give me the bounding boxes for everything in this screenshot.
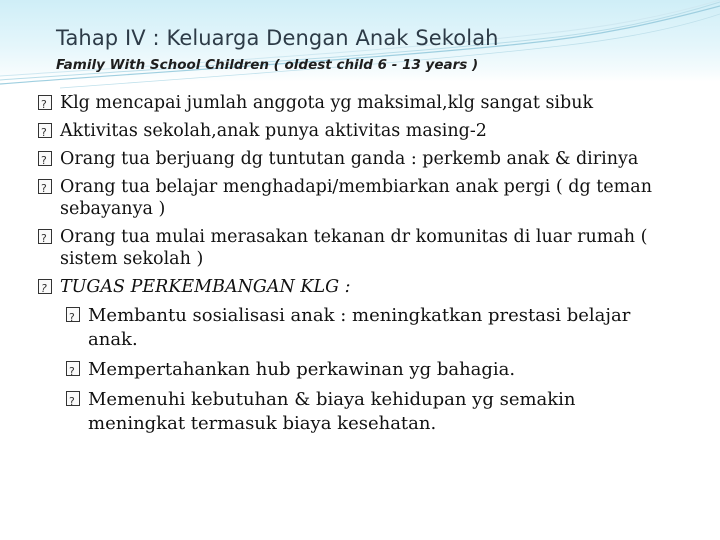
slide-content — [38, 92, 678, 442]
missing-glyph-bullet-icon — [66, 361, 80, 376]
missing-glyph-bullet-icon — [66, 307, 80, 322]
slide-title: Tahap IV : Keluarga Dengan Anak Sekolah — [56, 26, 499, 50]
missing-glyph-bullet-icon — [38, 229, 52, 244]
bullet-text: Orang tua belajar menghadapi/membiarkan anak pergi ( dg teman sebayanya ) — [60, 177, 652, 219]
bullet-text: Aktivitas sekolah,anak punya aktivitas masing-2 — [60, 121, 487, 141]
bullet-item — [38, 226, 678, 270]
bullet-text: Orang tua mulai merasakan tekanan dr komunitas di luar rumah ( sistem sekolah ) — [60, 227, 648, 269]
sub-bullet-text: Membantu sosialisasi anak : meningkatkan prestasi belajar anak. — [88, 305, 631, 350]
missing-glyph-bullet-icon — [38, 151, 52, 166]
sub-bullet-text: Mempertahankan hub perkawinan yg bahagia. — [88, 359, 516, 380]
sub-bullet-list — [66, 304, 678, 436]
bullet-text: Klg mencapai jumlah anggota yg maksimal,klg sangat sibuk — [60, 93, 594, 113]
bullet-item-heading — [38, 276, 678, 298]
missing-glyph-bullet-icon — [38, 95, 52, 110]
missing-glyph-bullet-icon — [38, 279, 52, 294]
bullet-text: Orang tua berjuang dg tuntutan ganda : perkemb anak & dirinya — [60, 149, 639, 169]
missing-glyph-bullet-icon — [66, 391, 80, 406]
bullet-item — [38, 176, 678, 220]
sub-bullet-text: Memenuhi kebutuhan & biaya kehidupan yg semakin meningkat termasuk biaya kesehatan. — [88, 389, 576, 434]
missing-glyph-bullet-icon — [38, 179, 52, 194]
slide-subtitle: Family With School Children ( oldest child 6 - 13 years ) — [56, 57, 479, 73]
missing-glyph-bullet-icon — [38, 123, 52, 138]
bullet-item — [38, 92, 678, 114]
bullet-item — [38, 120, 678, 142]
sub-bullet-item — [66, 304, 678, 352]
section-heading: TUGAS PERKEMBANGAN KLG : — [60, 277, 351, 297]
sub-bullet-item — [66, 388, 678, 436]
sub-bullet-item — [66, 358, 678, 382]
bullet-item — [38, 148, 678, 170]
